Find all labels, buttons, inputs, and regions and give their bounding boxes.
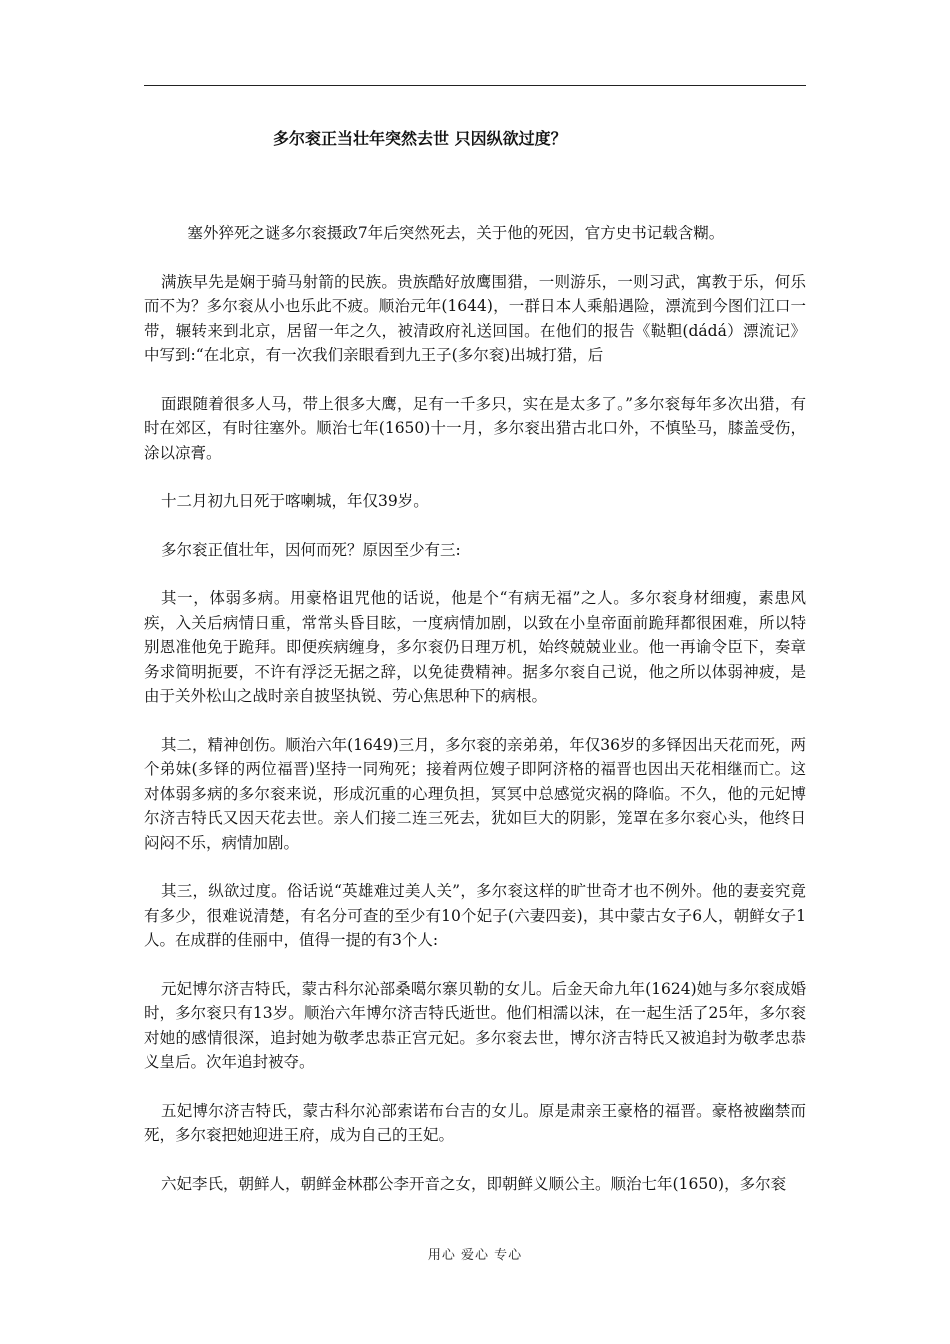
paragraph: 面跟随着很多人马，带上很多大鹰，足有一千多只，实在是太多了。”多尔衮每年多次出猎，有时在郊区，有时往塞外。顺治七年(1650)十一月，多尔衮出猎古北口外，不慎坠马，膝盖受伤，涂以凉膏。: [144, 394, 806, 462]
paragraph: 其一，体弱多病。用豪格诅咒他的话说，他是个“有病无福”之人。多尔衮身材细瘦，素患风疾，入关后病情日重，常常头昏目眩，一度病情加剧，以致在小皇帝面前跪拜都很困难，所以特别恩准他免于跪拜。即便疾病缠身，多尔衮仍日理万机，始终兢兢业业。他一再谕令臣下，奏章务求简明扼要，不许有浮泛无据之辞，以免徒费精神。据多尔衮自己说，他之所以体弱神疲，是由于关外松山之战时亲自披坚执锐、劳心焦思种下的病根。: [144, 589, 806, 705]
paragraph: 多尔衮正值壮年，因何而死？原因至少有三:: [161, 540, 461, 559]
paragraph: 满族早先是娴于骑马射箭的民族。贵族酷好放鹰围猎，一则游乐，一则习武，寓教于乐，何乐而不为？多尔衮从小也乐此不疲。顺治元年(1644)，一群日本人乘船遇险，漂流到今图们江口一带，辗转来到北京，居留一年之久，被清政府礼送回国。在他们的报告《鞑靼(dádá）漂流记》中写到:“在北京，有一次我们亲眼看到九王子(多尔衮)出城打猎，后: [144, 272, 806, 364]
paragraph: 十二月初九日死于喀喇城，年仅39岁。: [161, 492, 429, 510]
page-footer: 用心 爱心 专心: [427, 1248, 523, 1263]
paragraph: 五妃博尔济吉特氏，蒙古科尔沁部索诺布台吉的女儿。原是肃亲王豪格的福晋。豪格被幽禁而死，多尔衮把她迎进王府，成为自己的王妃。: [144, 1101, 806, 1144]
paragraph: 六妃李氏，朝鲜人，朝鲜金林郡公李开音之女，即朝鲜义顺公主。顺治七年(1650)，多尔衮: [161, 1174, 787, 1193]
paragraph-intro: 塞外猝死之谜多尔衮摄政7年后突然死去，关于他的死因，官方史书记载含糊。: [187, 224, 725, 242]
paragraph: 其二，精神创伤。顺治六年(1649)三月，多尔衮的亲弟弟，年仅36岁的多铎因出天花而死，两个弟妹(多铎的两位福晋)坚持一同殉死；接着两位嫂子即阿济格的福晋也因出天花相继而亡。这对体弱多病的多尔衮来说，形成沉重的心理负担，冥冥中总感觉灾祸的降临。不久，他的元妃博尔济吉特氏又因天花去世。亲人们接二连三死去，犹如巨大的阴影，笼罩在多尔衮心头，他终日闷闷不乐，病情加剧。: [144, 735, 806, 852]
article-body: [144, 221, 806, 1220]
paragraph: 其三，纵欲过度。俗话说“英雄难过美人关”，多尔衮这样的旷世奇才也不例外。他的妻妾究竟有多少，很难说清楚，有名分可查的至少有10个妃子(六妻四妾)，其中蒙古女子6人，朝鲜女子1人。在成群的佳丽中，值得一提的有3个人:: [144, 882, 806, 949]
header-rule: [144, 85, 806, 86]
article-title: 多尔衮正当壮年突然去世 只因纵欲过度？: [273, 129, 567, 148]
paragraph: 元妃博尔济吉特氏，蒙古科尔沁部桑噶尔寨贝勒的女儿。后金天命九年(1624)她与多尔衮成婚时，多尔衮只有13岁。顺治六年博尔济吉特氏逝世。他们相濡以沫，在一起生活了25年，多尔衮对她的感情很深，追封她为敬孝忠恭正宫元妃。多尔衮去世，博尔济吉特氏又被追封为敬孝忠恭义皇后。次年追封被夺。: [144, 979, 806, 1071]
